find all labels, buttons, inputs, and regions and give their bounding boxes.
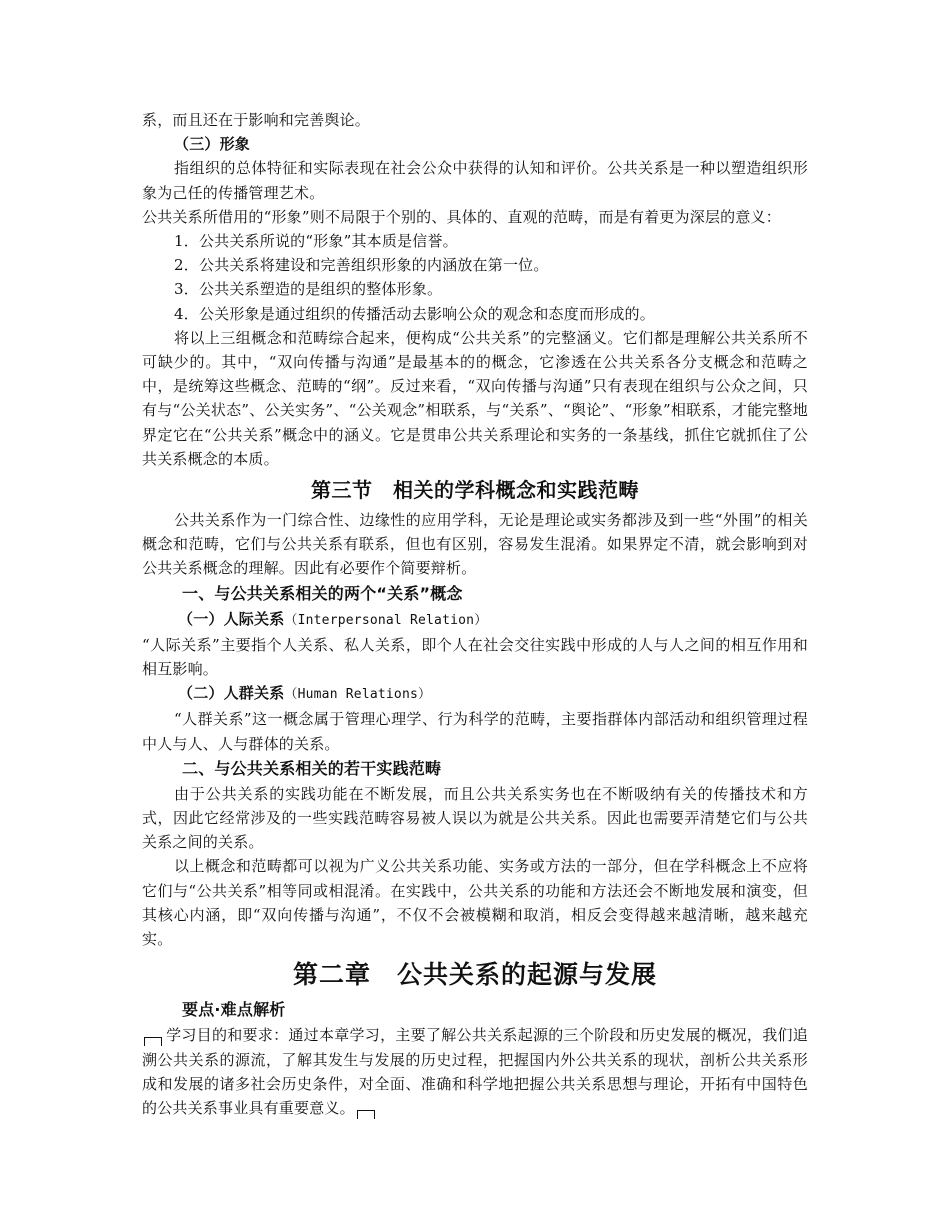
paragraph-summary: 将以上三组概念和范畴综合起来，便构成“公共关系”的完整涵义。它们都是理解公共关系所不可缺少的。其中，“双向传播与沟通”是最基本的的概念，它渗透在公共关系各分支概念和范畴之中，是统筹这些概念、范畴的“纲”。反过来看，“双向传播与沟通”只有表现在组织与公众之间，只有与“公关状态”、公关实务”、“公关观念”相联系，与“关系”、“舆论”、“形象”相联系，才能完整地界定它在“公共关系”概念中的涵义。它是贯串公共关系理论和实务的一条基线，抓住它就抓住了公共关系概念的本质。	[142, 328, 808, 468]
paragraph-practice-1: 由于公共关系的实践功能在不断发展，而且公共关系实务也在不断吸纳有关的传播技术和方式，因此它经常涉及的一些实践范畴容易被人误以为就是公共关系。因此也需要弄清楚它们与公共关系之间的关系。	[142, 784, 808, 852]
paragraph-image-definition: 指组织的总体特征和实际表现在社会公众中获得的认知和评价。公共关系是一种以塑造组织形象为己任的传播管理艺术。	[142, 159, 808, 202]
list-item: 2．公共关系将建设和完善组织形象的内涵放在第一位。	[174, 256, 549, 275]
subheading-image: （三）形象	[174, 135, 251, 154]
paragraph-human-relations: “人群关系”这一概念属于管理心理学、行为科学的范畴，主要指群体内部活动和组织管理过程中人与人、人与群体的关系。	[142, 710, 808, 753]
chapter-2-title: 第二章 公共关系的起源与发展	[292, 960, 657, 990]
continued-paragraph: 系，而且还在于影响和完善舆论。	[142, 111, 371, 129]
document-page	[142, 108, 808, 1120]
list-item: 4．公关形象是通过组织的传播活动去影响公众的观念和态度而形成的。	[174, 304, 655, 323]
learning-goal-text: 学习目的和要求：通过本章学习，主要了解公共关系起源的三个阶段和历史发展的概况，我们追溯公共关系的源流，了解其发生与发展的历史过程，把握国内外公共关系的现状，剖析公共关系形成和发展的诸多社会历史条件，对全面、准确和科学地把握公共关系思想与理论，开拓有中国特色的公共关系事业具有重要意义。	[142, 1026, 808, 1117]
heading-key-points: 要点·难点解析	[182, 1000, 286, 1020]
subheading-interpersonal-cn: （一）人际关系	[178, 609, 285, 628]
bookmark-icon	[357, 1110, 375, 1119]
list-item: 3．公共关系塑造的是组织的整体形象。	[174, 280, 443, 299]
paragraph-image-meaning: 公共关系所借用的“形象”则不局限于个别的、具体的、直观的范畴，而是有着更为深层的意义：	[142, 207, 781, 226]
paragraph-section-3-intro: 公共关系作为一门综合性、边缘性的应用学科，无论是理论或实务都涉及到一些“外围”的相关概念和范畴，它们与公共关系有联系，但也有区别，容易发生混淆。如果界定不清，就会影响到对公共关系概念的理解。因此有必要作个简要辩析。	[142, 511, 808, 578]
heading-two-relations: 一、与公共关系相关的两个“关系”概念	[182, 583, 463, 603]
paragraph-practice-2: 以上概念和范畴都可以视为广义公共关系功能、实务或方法的一部分，但在学科概念上不应将它们与“公共关系”相等同或相混淆。在实践中，公共关系的功能和方法还会不断地发展和演变，但其核心内涵，即“双向传播与沟通”，不仅不会被模糊和取消，相反会变得越来越清晰，越来越充实。	[142, 857, 808, 949]
subheading-human-cn: （二）人群关系	[178, 684, 285, 703]
heading-practice-categories: 二、与公共关系相关的若干实践范畴	[182, 758, 442, 778]
subheading-human-relations	[142, 681, 808, 707]
subheading-interpersonal-en: （Interpersonal Relation）	[284, 612, 488, 628]
list-item: 1．公共关系所说的“形象”其本质是信誉。	[174, 232, 458, 251]
bookmark-icon	[144, 1037, 162, 1046]
paragraph-learning-goal	[142, 1023, 808, 1120]
paragraph-interpersonal: “人际关系”主要指个人关系、私人关系，即个人在社会交往实践中形成的人与人之间的相互作用和相互影响。	[142, 635, 808, 679]
subheading-interpersonal	[142, 607, 808, 633]
section-3-title: 第三节 相关的学科概念和实践范畴	[311, 478, 639, 503]
subheading-human-en: （Human Relations）	[284, 687, 432, 703]
